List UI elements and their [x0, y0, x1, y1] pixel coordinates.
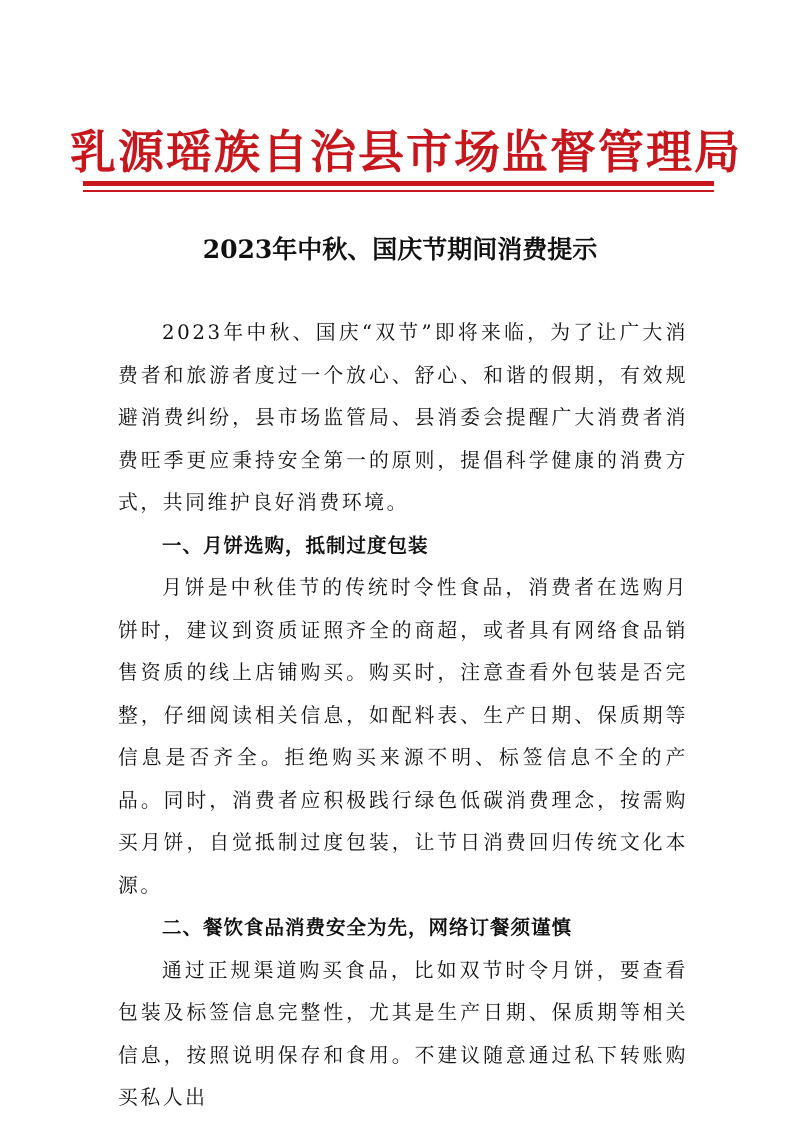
- intro-paragraph: 2023年中秋、国庆“双节”即将来临，为了让广大消费者和旅游者度过一个放心、舒心、和谐的假期，有效规避消费纠纷，县市场监管局、县消委会提醒广大消费者消费旺季更应秉持安全第一的原则，提倡科学健康的消费方式，共同维护良好消费环境。: [118, 321, 688, 514]
- header-rule-thin: [83, 190, 714, 192]
- section1-paragraph: 月饼是中秋佳节的传统时令性食品，消费者在选购月饼时，建议到资质证照齐全的商超，或者具有网络食品销售资质的线上店铺购买。购买时，注意查看外包装是否完整，仔细阅读相关信息，如配料表、生产日期、保质期等信息是否齐全。拒绝购买来源不明、标签信息不全的产品。同时，消费者应积极践行绿色低碳消费理念，按需购买月饼，自觉抵制过度包装，让节日消费回归传统文化本源。: [118, 576, 688, 897]
- section1-heading: 一、月饼选购，抵制过度包装: [162, 533, 429, 557]
- header-rule-thick: [83, 181, 714, 186]
- document-body: [118, 312, 688, 1120]
- issuing-organization: 乳源瑶族自治县市场监督管理局: [70, 125, 742, 179]
- document-title: 2023年中秋、国庆节期间消费提示: [202, 235, 598, 264]
- section2-paragraph: 通过正规渠道购买食品，比如双节时令月饼，要查看包装及标签信息完整性，尤其是生产日期、保质期等相关信息，按照说明保存和食用。不建议随意通过私下转账购买私人出: [118, 958, 688, 1109]
- section2-heading: 二、餐饮食品消费安全为先，网络订餐须谨慎: [162, 916, 573, 939]
